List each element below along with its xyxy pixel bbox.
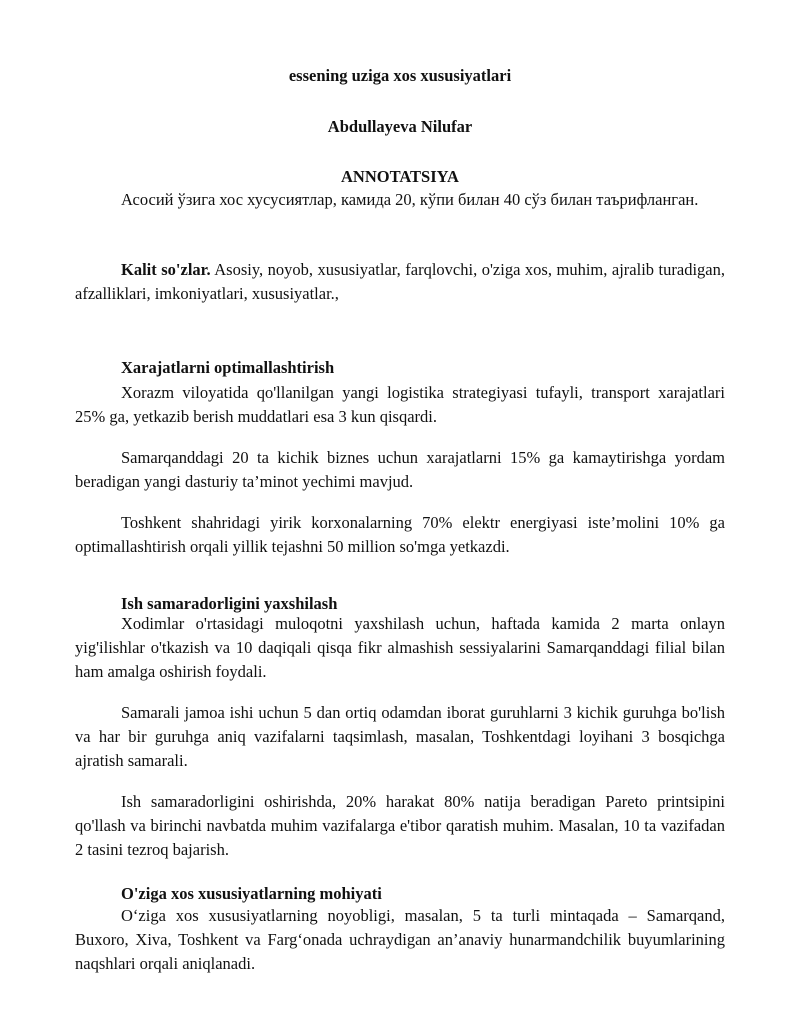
keywords-label: Kalit so'zlar. bbox=[121, 260, 211, 279]
paragraph: Xorazm viloyatida qo'llanilgan yangi logistika strategiyasi tufayli, transport xarajatlari 25% ga, yetkazib berish muddatlari esa 3 kun qisqardi. bbox=[75, 383, 725, 426]
paragraph: Ish samaradorligini oshirishda, 20% harakat 80% natija beradigan Pareto printsipini qo'llash va birinchi navbatda muhim vazifalarga e'tibor qaratish muhim. Masalan, 10 ta vazifadan 2 tasini tezroq bajarish. bbox=[75, 792, 725, 859]
author-name: Abdullayeva Nilufar bbox=[327, 117, 473, 136]
keywords-paragraph bbox=[75, 258, 725, 306]
annotation-heading: ANNOTATSIYA bbox=[341, 167, 459, 186]
annotation-text: Асосий ўзига хос хусусиятлар, камида 20, кўпи билан 40 сўз билан таърифланган. bbox=[121, 190, 699, 209]
document-title: essening uziga xos xususiyatlari bbox=[288, 66, 512, 85]
paragraph: Toshkent shahridagi yirik korxonalarning 70% elektr energiyasi iste’molini 10% ga optimallashtirish orqali yillik tejashni 50 million so'mga yetkazdi. bbox=[75, 513, 725, 556]
paragraph: O‘ziga xos xususiyatlarning noyobligi, masalan, 5 ta turli mintaqada – Samarqand, Buxoro, Xiva, Toshkent va Farg‘onada uchraydigan an’anaviy hunarmandchilik buyumlarining naqshlari orqali aniqlanadi. bbox=[75, 906, 725, 973]
paragraph: Xodimlar o'rtasidagi muloqotni yaxshilash uchun, haftada kamida 2 marta onlayn yig'ilishlar o'tkazish va 10 daqiqali qisqa fikr almashish sessiyalarini Samarqanddagi filial bilan ham amalga oshirish foydali. bbox=[75, 614, 725, 681]
paragraph: Samarqanddagi 20 ta kichik biznes uchun xarajatlarni 15% ga kamaytirishga yordam beradigan yangi dasturiy ta’minot yechimi mavjud. bbox=[75, 448, 725, 491]
section-heading-essence: O'ziga xos xususiyatlarning mohiyati bbox=[121, 884, 382, 903]
paragraph: Samarali jamoa ishi uchun 5 dan ortiq odamdan iborat guruhlarni 3 kichik guruhga bo'lish va har bir guruhga aniq vazifalarni taqsimlash, masalan, Toshkentdagi loyihani 3 bosqichga ajratish samarali. bbox=[75, 703, 725, 770]
section-heading-efficiency: Ish samaradorligini yaxshilash bbox=[121, 594, 338, 613]
section-heading-costs: Xarajatlarni optimallashtirish bbox=[121, 358, 335, 377]
keywords-text: Asosiy, noyob, xususiyatlar, farqlovchi, o'ziga xos, muhim, ajralib turadigan, afzalliklari, imkoniyatlari, xususiyatlar., bbox=[75, 260, 725, 303]
